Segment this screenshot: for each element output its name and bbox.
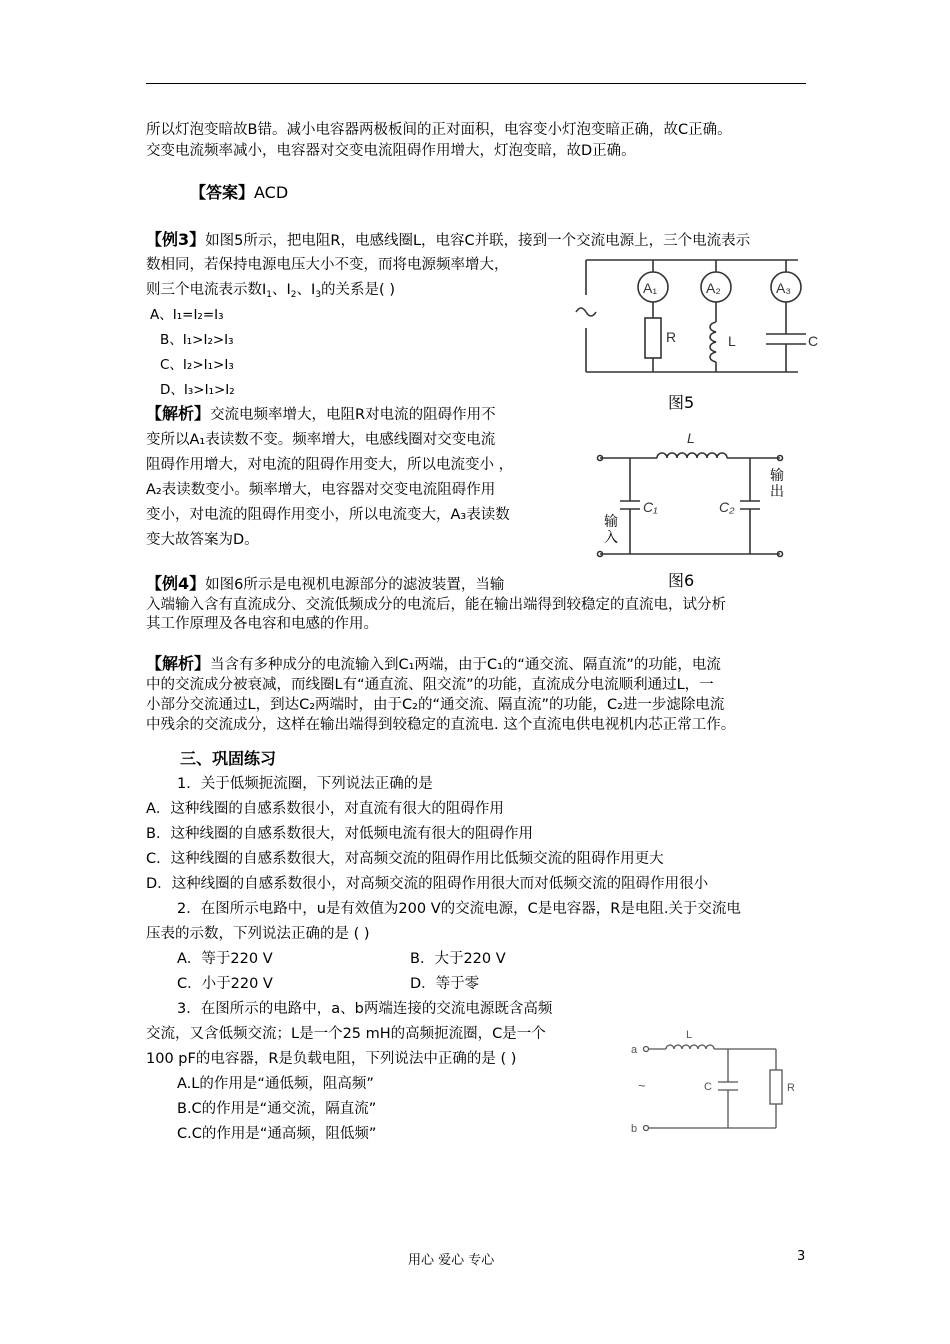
q3-circuit [628,1022,798,1140]
inductor-label: L [728,333,736,349]
figure5-circuit [568,250,818,380]
option-d: D、I₃>I₁>I₂ [160,382,235,398]
analysis4-line: 中的交流成分被衰减，而线圈L有“通直流、阻交流”的功能，直流成分电流顺利通过L，一 [146,677,714,693]
analysis4-label: 【解析】 [146,654,211,673]
q2-stem: 2．在图所示电路中，u是有效值为200 V的交流电源，C是电容器，R是电阻.关于交流电 [177,901,741,917]
example4-line: 入端输入含有直流成分、交流低频成分的电流后，能在输出端得到较稳定的直流电，试分析 [146,597,726,613]
figure5-caption: 图5 [668,393,695,412]
example3-line: 则三个电流表示数$I_1$、$I_2$、$I_3$的关系是( ) [146,282,395,300]
ammeter-a1-label: A₁ [643,280,658,296]
figure6-caption: 图6 [668,571,695,590]
example4-label: 【例4】 [146,574,206,593]
q2-stem: 压表的示数，下列说法正确的是 ( ) [146,926,370,942]
option-c: C、I₂>I₁>I₃ [160,357,234,373]
resistor [770,1070,782,1104]
ammeter-a2-label: A₂ [706,280,721,296]
example4-line: 【例4】如图6所示是电视机电源部分的滤波装置，当输 [146,574,505,593]
capacitor-label: C [704,1081,712,1093]
terminal-a-label: a [631,1044,638,1056]
q3-stem: 交流，又含低频交流；L是一个25 mH的高频扼流圈，C是一个 [146,1026,546,1042]
q2-option-b: B．大于220 V [410,951,506,967]
q1-stem: 1．关于低频扼流圈，下列说法正确的是 [177,776,433,792]
q2-option-d: D．等于零 [410,976,480,992]
analysis3-line: 变大故答案为D。 [146,532,259,548]
page-number: 3 [797,1249,806,1264]
answer-label: 【答案】 [190,183,255,202]
paragraph-line: 所以灯泡变暗故B错。减小电容器两极板间的正对面积，电容变小灯泡变暗正确，故C正确。 [146,122,732,138]
example3-line [146,230,750,251]
analysis3-line: 变小，对电流的阻碍作用变小，所以电流变大，A₃表读数 [146,507,510,523]
analysis4-line: 中残余的交流成分，这样在输出端得到较稳定的直流电. 这个直流电供电视机内芯正常工作。 [146,717,736,733]
output-label: 输出 [770,468,784,500]
inductor [710,322,716,362]
option-a: A、I₁=I₂=I₃ [150,307,224,323]
resistor-label: R [666,329,677,345]
resistor-label: R [787,1082,795,1094]
option-b: B、I₁>I₂>I₃ [160,332,234,348]
inductor-label: L [686,1029,693,1041]
answer-line [190,183,288,203]
example3-text: 如图5所示，把电阻R，电感线圈L，电容C并联，接到一个交流电源上，三个电流表示 [205,233,751,249]
analysis3-line: 变所以A₁表读数不变。频率增大，电感线圈对交变电流 [146,432,496,448]
resistor [645,318,661,358]
ac-source-symbol: ~ [638,1078,646,1093]
q1-option-d: D．这种线圈的自感系数很小，对高频交流的阻碍作用很大而对低频交流的阻碍作用很小 [146,876,709,892]
inductor [666,1045,714,1049]
c2-label: C₂ [719,499,735,515]
paragraph-line: 交变电流频率减小，电容器对交变电流阻碍作用增大，灯泡变暗，故D正确。 [146,143,636,159]
input-label: 输入 [604,514,618,546]
footer-motto: 用心 爱心 专心 [408,1253,495,1268]
ammeter-a3-label: A₃ [776,280,792,296]
analysis3-label: 【解析】 [146,404,211,423]
analysis3-line: 【解析】交流电频率增大，电阻R对电流的阻碍作用不 [146,404,496,423]
analysis4-line: 小部分交流通过L，到达C₂两端时，由于C₂的“通交流、隔直流”的功能，C₂进一步滤除电流 [146,697,725,713]
example4-line: 其工作原理及各电容和电感的作用。 [146,616,378,632]
analysis3-line: 阻碍作用增大，对电流的阻碍作用变大，所以电流变小 ， [146,457,514,473]
ac-source-symbol [576,308,596,316]
example3-label: 【例3】 [146,230,206,249]
terminal-b-label: b [631,1123,638,1135]
q1-option-b: B．这种线圈的自感系数很大，对低频电流有很大的阻碍作用 [146,826,533,842]
section-title: 三、巩固练习 [180,749,277,768]
q2-option-a: A．等于220 V [177,951,273,967]
terminal-a [644,1047,649,1052]
capacitor-label: C [808,333,818,349]
q1-option-c: C．这种线圈的自感系数很大，对高频交流的阻碍作用比低频交流的阻碍作用更大 [146,851,664,867]
answer-value: ACD [254,183,289,202]
example3-line: 数相同，若保持电源电压大小不变，而将电源频率增大， [146,257,509,273]
q3-option-c: C.C的作用是“通高频，阻低频” [177,1126,377,1142]
analysis3-line: A₂表读数变小。频率增大，电容器对交变电流阻碍作用 [146,482,496,498]
q1-option-a: A．这种线圈的自感系数很小，对直流有很大的阻碍作用 [146,801,504,817]
q2-option-c: C．小于220 V [177,976,273,992]
inductor-label: L [687,430,695,446]
q3-option-b: B.C的作用是“通交流，隔直流” [177,1101,377,1117]
analysis4-line: 【解析】当含有多种成分的电流输入到C₁两端，由于C₁的“通交流、隔直流”的功能，电流 [146,654,721,673]
terminal-b [644,1126,649,1131]
figure6-circuit [595,425,795,565]
header-rule [146,83,806,84]
c1-label: C₁ [643,499,658,515]
q3-stem: 100 pF的电容器，R是负载电阻，下列说法中正确的是 ( ) [146,1051,517,1067]
q3-option-a: A.L的作用是“通低频，阻高频” [177,1076,374,1092]
inductor [657,453,727,458]
q3-stem: 3．在图所示的电路中，a、b两端连接的交流电源既含高频 [177,1001,553,1017]
